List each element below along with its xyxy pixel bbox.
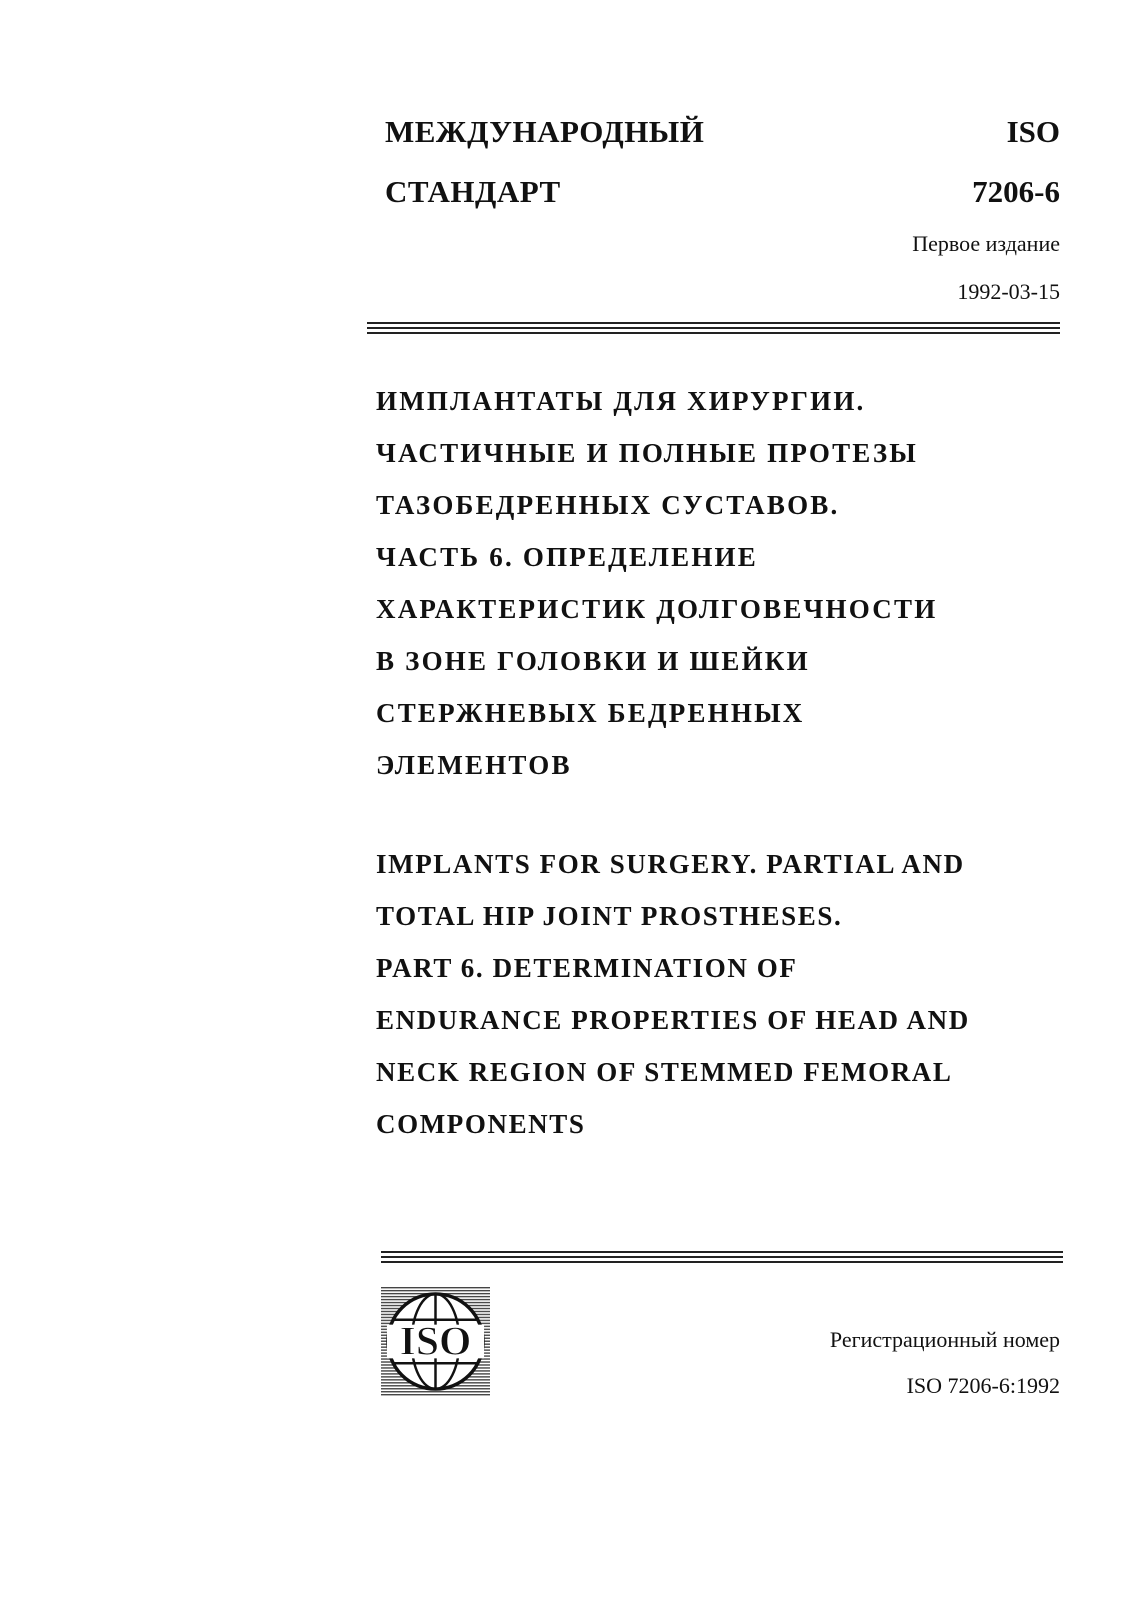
registration-label: Регистрационный номер: [829, 1327, 1060, 1352]
top-divider: [367, 322, 1060, 334]
standard-type-line1: МЕЖДУНАРОДНЫЙ: [385, 114, 705, 149]
edition-label: Первое издание: [912, 231, 1060, 256]
title-en-line: PART 6. DETERMINATION OF: [376, 953, 798, 983]
title-ru-line: СТЕРЖНЕВЫХ БЕДРЕННЫХ: [376, 698, 805, 728]
title-en-line: TOTAL HIP JOINT PROSTHESES.: [376, 901, 843, 931]
standard-number: 7206-6: [972, 174, 1060, 209]
title-en-line: NECK REGION OF STEMMED FEMORAL: [376, 1057, 953, 1087]
iso-logo-text: ISO: [399, 1318, 472, 1365]
title-ru-line: В ЗОНЕ ГОЛОВКИ И ШЕЙКИ: [376, 646, 810, 676]
title-ru-line: ТАЗОБЕДРЕННЫХ СУСТАВОВ.: [376, 490, 840, 520]
iso-globe-logo-icon: [381, 1287, 490, 1396]
title-en-line: ENDURANCE PROPERTIES OF HEAD AND: [376, 1005, 970, 1035]
title-ru-line: ЧАСТИЧНЫЕ И ПОЛНЫЕ ПРОТЕЗЫ: [376, 438, 919, 468]
publication-date: 1992-03-15: [957, 279, 1060, 304]
title-en-line: COMPONENTS: [376, 1109, 586, 1139]
title-en-line: IMPLANTS FOR SURGERY. PARTIAL AND: [376, 849, 965, 879]
title-ru-line: ИМПЛАНТАТЫ ДЛЯ ХИРУРГИИ.: [376, 386, 866, 416]
bottom-divider: [381, 1251, 1063, 1263]
title-ru-line: ХАРАКТЕРИСТИК ДОЛГОВЕЧНОСТИ: [376, 594, 938, 624]
standard-type-line2: СТАНДАРТ: [385, 174, 561, 209]
title-ru-line: ЧАСТЬ 6. ОПРЕДЕЛЕНИЕ: [376, 542, 758, 572]
title-russian: [376, 375, 1066, 791]
standard-org: ISO: [1006, 114, 1060, 149]
title-english: [376, 838, 1066, 1150]
registration-number: ISO 7206-6:1992: [906, 1373, 1060, 1398]
title-ru-line: ЭЛЕМЕНТОВ: [376, 750, 572, 780]
